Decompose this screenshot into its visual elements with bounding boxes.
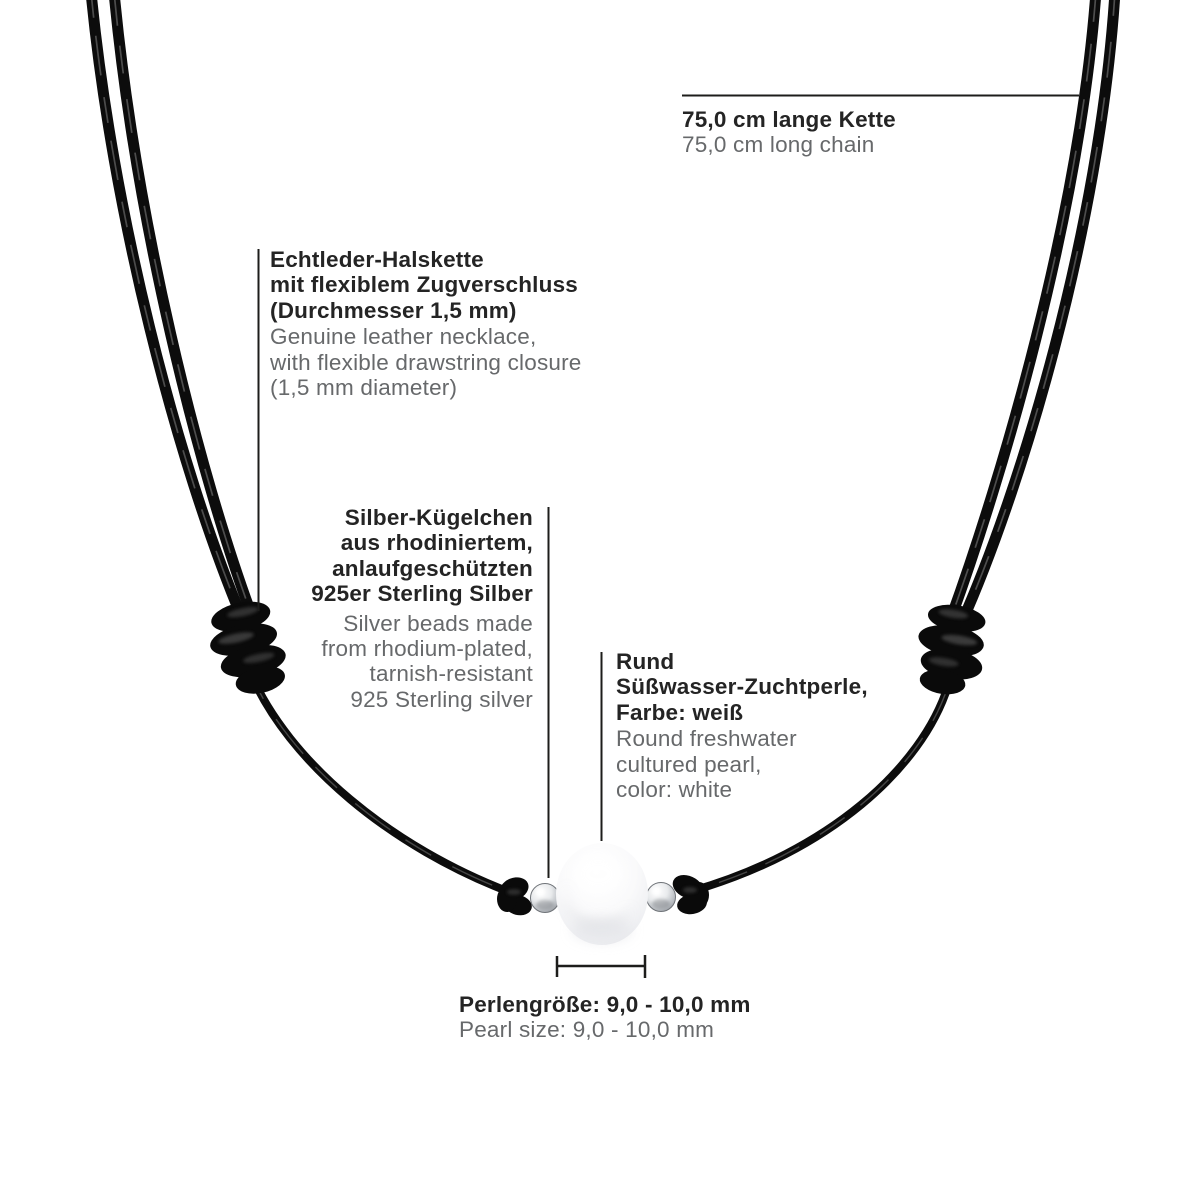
silver-bead-left [531,884,560,913]
silver-bead-right [647,883,676,912]
chain-length-de: 75,0 cm lange Kette [682,107,896,132]
pearl-en-line1: Round freshwater [616,726,797,752]
pearl-de-line2: Süßwasser-Zuchtperle, [616,674,868,700]
silver-de-line1: Silber-Kügelchen [344,505,533,530]
silver-en-line1: Silver beads made [343,610,533,636]
leather-en-line2: with flexible drawstring closure [270,349,582,375]
label-chain-length [682,107,896,158]
sliding-knot-left [203,595,293,701]
pearl-en-line3: color: white [616,777,733,803]
pearl [556,843,648,945]
silver-de-line2: aus rhodiniertem, [340,530,533,556]
label-pearl [616,649,868,802]
stopper-knot-left [496,873,534,918]
pearl-size-en: Pearl size: 9,0 - 10,0 mm [459,1017,715,1043]
pearl-size-de: Perlengröße: 9,0 - 10,0 mm [459,992,751,1017]
leather-en-line1: Genuine leather necklace, [270,324,537,350]
label-pearl-size [459,992,751,1043]
leather-de-line2: mit flexiblem Zugverschluss [270,272,578,298]
leather-cord-right [951,0,1115,624]
silver-en-line3: tarnish-resistant [369,661,533,687]
label-silver-beads [311,505,533,712]
measurement-bracket [557,955,645,978]
silver-en-line2: from rhodium-plated, [321,636,533,662]
leather-de-line1: Echtleder-Halskette [270,247,484,272]
chain-length-en: 75,0 cm long chain [682,132,875,158]
label-leather [270,247,582,400]
pearl-de-line3: Farbe: weiß [616,699,744,725]
silver-en-line4: 925 Sterling silver [350,686,533,712]
leather-cord-left [91,0,255,624]
silver-de-line4: 925er Sterling Silber [311,581,533,607]
leather-de-line3: (Durchmesser 1,5 mm) [270,297,517,323]
leather-en-line3: (1,5 mm diameter) [270,375,458,401]
silver-de-line3: anlaufgeschützten [332,555,533,581]
pearl-en-line2: cultured pearl, [616,751,762,777]
sliding-knot-right [910,600,991,700]
pearl-de-line1: Rund [616,649,675,674]
